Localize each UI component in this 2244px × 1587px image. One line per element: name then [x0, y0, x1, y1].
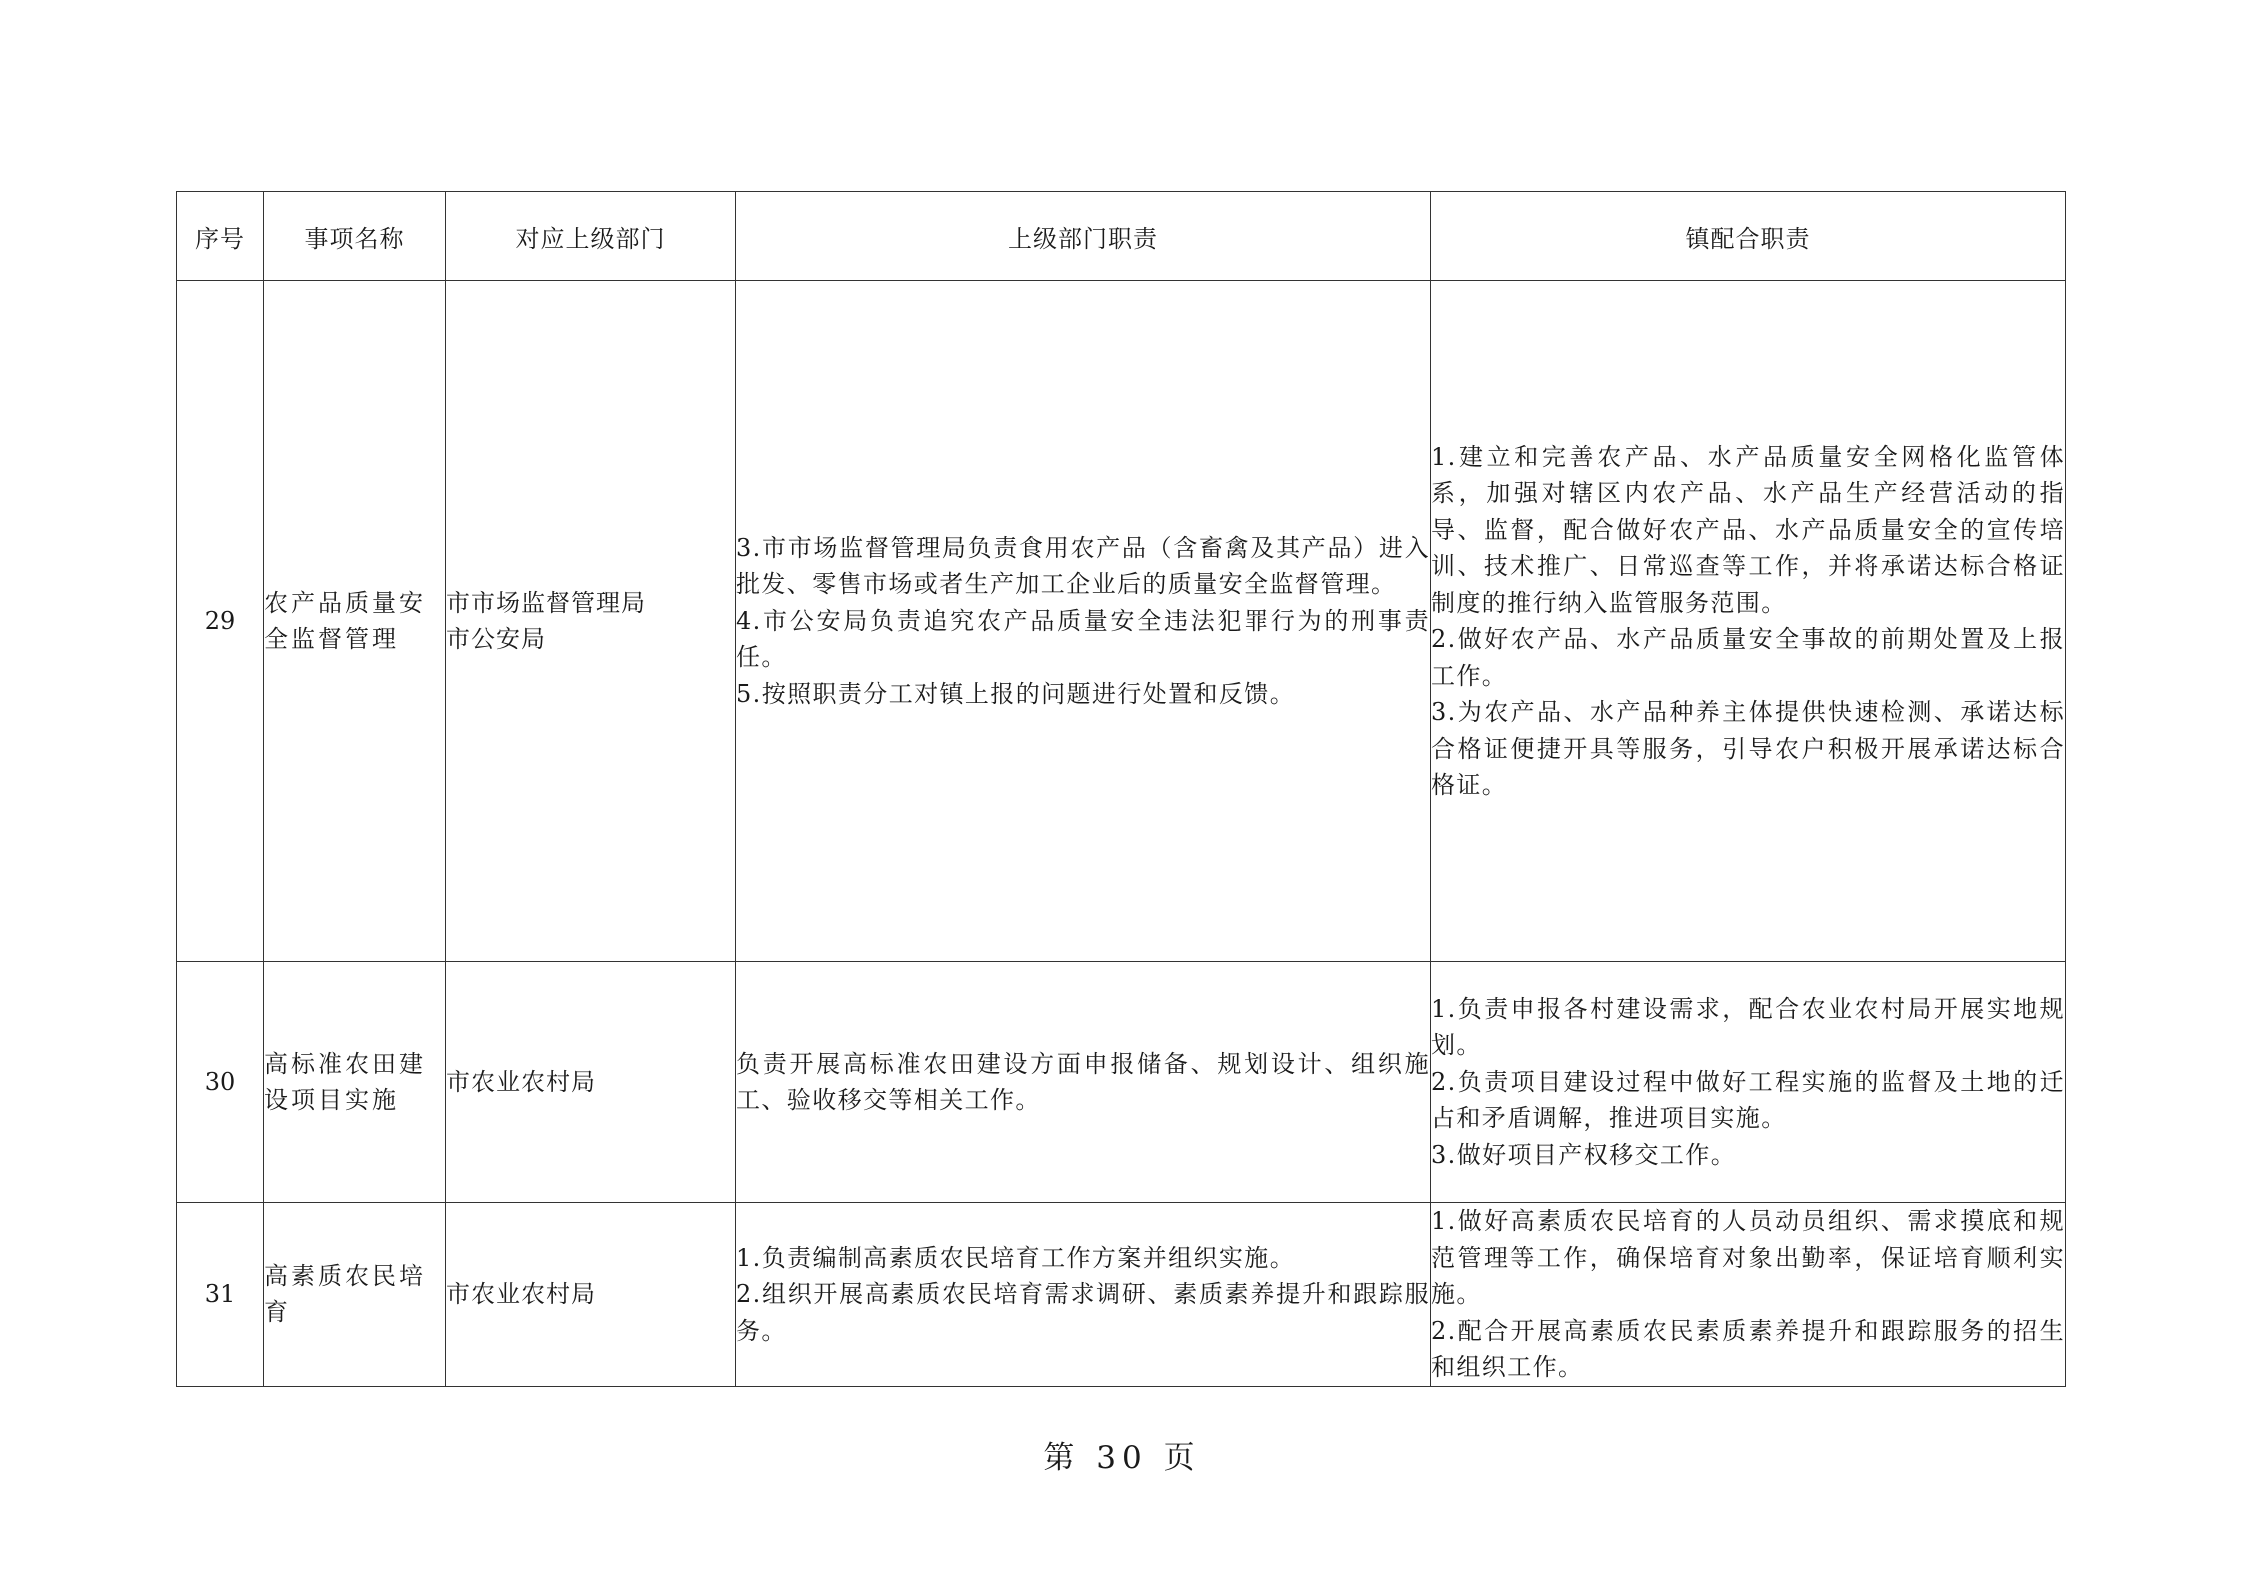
header-town-duty: 镇配合职责 — [1431, 192, 2066, 281]
row-number: 31 — [177, 1203, 264, 1387]
town-duty-item: 2.负责项目建设过程中做好工程实施的监督及土地的迁占和矛盾调解，推进项目实施。 — [1431, 1067, 2065, 1133]
town-duty-cell — [1431, 1203, 2066, 1387]
town-duty-item: 3.做好项目产权移交工作。 — [1431, 1140, 1737, 1169]
town-duty-item: 1.做好高素质农民培育的人员动员组织、需求摸底和规范管理等工作，确保培育对象出勤率，保证培育顺利实施。 — [1431, 1207, 2065, 1308]
table-row — [177, 962, 2066, 1203]
town-duty-cell — [1431, 962, 2066, 1203]
dept-line: 市农业农村局 — [446, 1067, 596, 1096]
higher-duty-item: 5.按照职责分工对镇上报的问题进行处置和反馈。 — [736, 679, 1296, 708]
town-duty-item: 2.做好农产品、水产品质量安全事故的前期处置及上报工作。 — [1431, 625, 2065, 690]
header-dept: 对应上级部门 — [446, 192, 736, 281]
duty-table — [176, 191, 2066, 1387]
town-duty-cell — [1431, 281, 2066, 962]
higher-duty-cell — [736, 281, 1431, 962]
higher-duty-item: 3.市市场监督管理局负责食用农产品（含畜禽及其产品）进入批发、零售市场或者生产加工企业后的质量安全监督管理。 — [736, 533, 1430, 599]
higher-duty-item: 1.负责编制高素质农民培育工作方案并组织实施。 — [736, 1243, 1296, 1272]
higher-duty-cell — [736, 1203, 1431, 1387]
table-header-row — [177, 192, 2066, 281]
header-higher-duty: 上级部门职责 — [736, 192, 1431, 281]
row-number: 30 — [177, 962, 264, 1203]
item-name: 农产品质量安全监督管理 — [264, 281, 446, 962]
page-number: 第 30 页 — [1043, 1440, 1201, 1476]
higher-duty-item: 2.组织开展高素质农民培育需求调研、素质素养提升和跟踪服务。 — [736, 1280, 1430, 1345]
dept-cell — [446, 281, 736, 962]
higher-duty-cell — [736, 962, 1431, 1203]
town-duty-item: 3.为农产品、水产品种养主体提供快速检测、承诺达标合格证便捷开具等服务，引导农户积极开展承诺达标合格证。 — [1431, 698, 2065, 799]
dept-line: 市市场监督管理局 — [446, 588, 646, 617]
town-duty-item: 2.配合开展高素质农民素质素养提升和跟踪服务的招生和组织工作。 — [1431, 1316, 2065, 1381]
row-number: 29 — [177, 281, 264, 962]
dept-line: 市农业农村局 — [446, 1280, 596, 1308]
header-no: 序号 — [177, 192, 264, 281]
town-duty-item: 1.负责申报各村建设需求，配合农业农村局开展实地规划。 — [1431, 994, 2065, 1060]
dept-cell — [446, 962, 736, 1203]
header-name: 事项名称 — [264, 192, 446, 281]
item-name: 高素质农民培育 — [264, 1203, 446, 1387]
item-name: 高标准农田建设项目实施 — [264, 962, 446, 1203]
dept-line: 市公安局 — [446, 625, 546, 653]
table-row — [177, 281, 2066, 962]
table-row — [177, 1203, 2066, 1387]
dept-cell — [446, 1203, 736, 1387]
higher-duty-item: 负责开展高标准农田建设方面申报储备、规划设计、组织施工、验收移交等相关工作。 — [736, 1049, 1430, 1114]
town-duty-item: 1.建立和完善农产品、水产品质量安全网格化监管体系，加强对辖区内农产品、水产品生产经营活动的指导、监督，配合做好农产品、水产品质量安全的宣传培训、技术推广、日常巡查等工作，并将承诺达标合格证制度的推行纳入监管服务范围。 — [1431, 442, 2065, 617]
higher-duty-item: 4.市公安局负责追究农产品质量安全违法犯罪行为的刑事责任。 — [736, 606, 1430, 672]
